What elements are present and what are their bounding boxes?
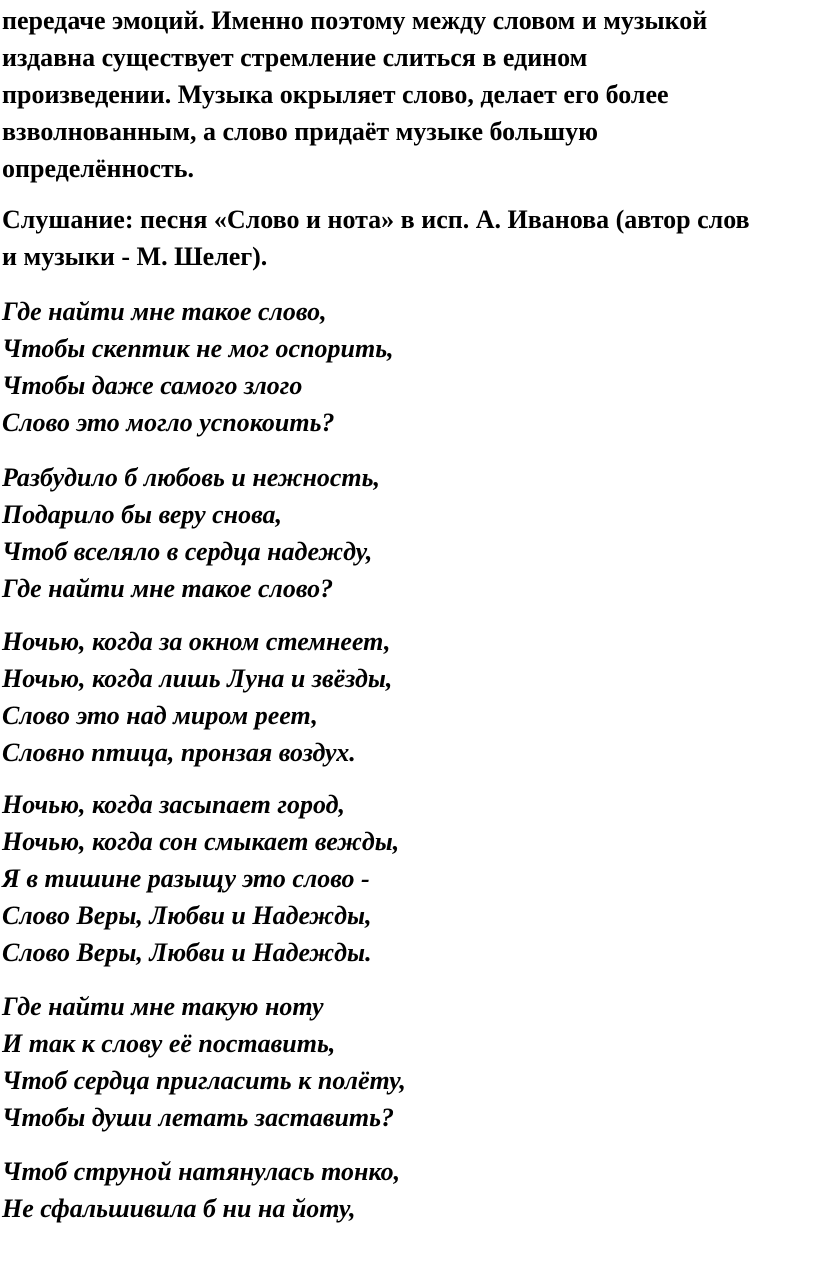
verse-line: Где найти мне такую ноту [2, 992, 324, 1021]
text-line: издавна существует стремление слиться в едином [2, 43, 588, 72]
verse-line: Чтоб вселяло в сердца надежду, [2, 537, 373, 566]
text-line: произведении. Музыка окрыляет слово, делает его более [2, 80, 669, 109]
verse-line: Слово Веры, Любви и Надежды, [2, 901, 372, 930]
verse-line: Ночью, когда за окном стемнеет, [2, 627, 391, 656]
verse-line: Не сфальшивила б ни на йоту, [2, 1194, 356, 1223]
verse-line: Чтобы скептик не мог оспорить, [2, 334, 394, 363]
text-line: определённость. [2, 154, 194, 183]
verse-line: Разбудило б любовь и нежность, [2, 463, 381, 492]
verse-4 [2, 786, 814, 971]
intro-paragraph [2, 2, 814, 187]
verse-line: Ночью, когда лишь Луна и звёзды, [2, 664, 393, 693]
verse-2 [2, 459, 814, 607]
verse-line: Где найти мне такое слово, [2, 297, 327, 326]
verse-line: Ночью, когда сон смыкает вежды, [2, 827, 400, 856]
verse-line: Чтобы даже самого злого [2, 371, 303, 400]
verse-5 [2, 988, 814, 1136]
verse-line: Слово Веры, Любви и Надежды. [2, 938, 372, 967]
verse-line: Чтобы души летать заставить? [2, 1103, 395, 1132]
text-line: взволнованным, а слово придаёт музыке большую [2, 117, 598, 146]
verse-line: Словно птица, пронзая воздух. [2, 738, 356, 767]
verse-3 [2, 623, 814, 771]
listening-paragraph [2, 201, 814, 275]
verse-line: И так к слову её поставить, [2, 1029, 336, 1058]
verse-line: Подарило бы веру снова, [2, 500, 283, 529]
verse-1 [2, 293, 814, 441]
text-line: передаче эмоций. Именно поэтому между словом и музыкой [2, 6, 708, 35]
verse-line: Чтоб струной натянулась тонко, [2, 1157, 401, 1186]
verse-6 [2, 1153, 814, 1227]
verse-line: Слово это могло успокоить? [2, 408, 335, 437]
verse-line: Ночью, когда засыпает город, [2, 790, 346, 819]
text-line: Слушание: песня «Слово и нота» в исп. А. Иванова (автор слов [2, 205, 750, 234]
verse-line: Где найти мне такое слово? [2, 574, 334, 603]
verse-line: Чтоб сердца пригласить к полёту, [2, 1066, 406, 1095]
verse-line: Слово это над миром реет, [2, 701, 318, 730]
text-line: и музыки - М. Шелег). [2, 242, 268, 271]
verse-line: Я в тишине разыщу это слово - [2, 864, 370, 893]
